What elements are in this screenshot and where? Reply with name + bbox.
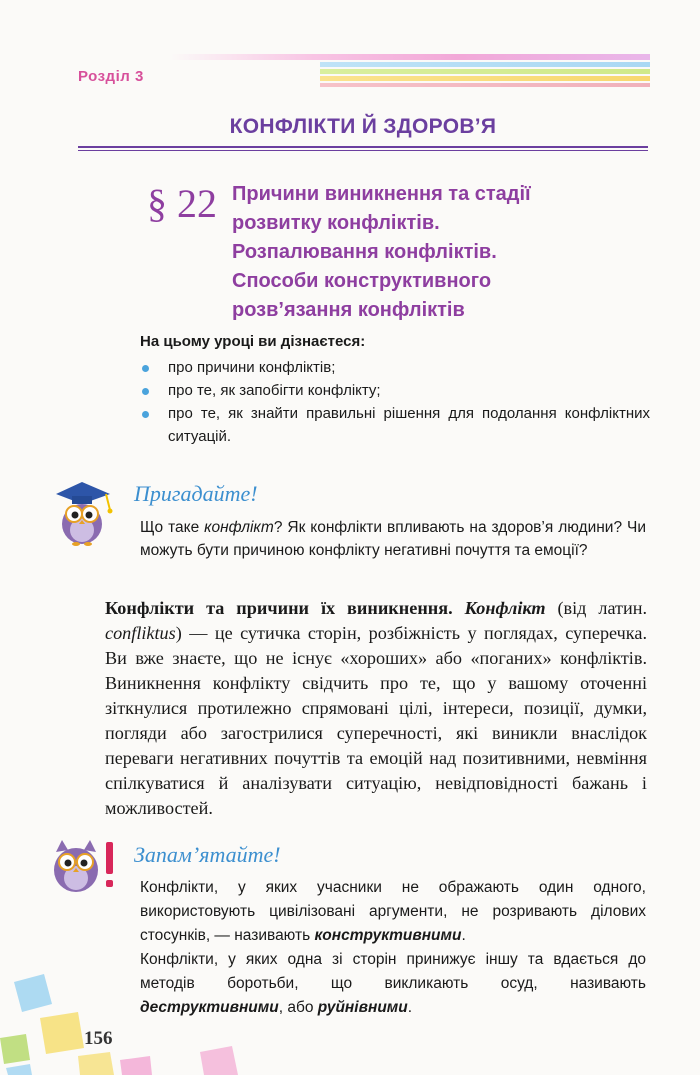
remember-heading: Пригадайте! [134,481,258,506]
remember-term: конфлікт [204,519,274,536]
remember-text-part: ? Як конфлікти впливають на здоров’я людини? Чи можуть бути причиною конфлікту негативні почуття та емоції? [140,519,646,559]
list-item-text: про те, як запобігти конфлікту; [168,382,381,399]
list-item [140,402,650,448]
header-decoration-band [320,83,650,87]
paragraph-title-line: Способи конструктивного [232,270,492,292]
header-decoration-band [320,62,650,67]
memo-text-part: , або [278,999,318,1016]
header-decoration-band [320,69,650,74]
memo-text-part: Конфлікти, у яких одна зі сторін принижує іншу та вдається до методів боротьби, що викликають осуд, називають [140,951,646,992]
chapter-title: КОНФЛІКТИ Й ЗДОРОВ’Я [229,115,497,138]
list-item-text: про причини конфліктів; [168,359,336,376]
paragraph-title-line: розвитку конфліктів. [232,212,440,234]
main-text-part: (від латин. [545,598,648,618]
memo-term: конструктивними [314,927,462,944]
title-rule [78,150,648,151]
owl-graduate-icon [52,478,122,548]
paragraph-title [232,180,632,325]
list-item [140,379,650,402]
memo-text-part: . [407,999,413,1016]
learn-list [140,356,650,448]
list-item-text: про те, як знайти правильні рішення для подолання конфліктних ситуацій. [168,405,650,445]
corner-decoration [0,960,260,1075]
memo-heading: Запам’ятайте! [134,842,281,867]
memo-term: деструктивними [140,999,279,1016]
paragraph-number: § 22 [147,181,217,226]
title-rule [78,146,648,148]
memo-text-part: Конфлікти, у яких учасники не ображають один одного, використовують цивілізовані аргументи, не розривають ділових стосунків, — називають [140,879,646,944]
main-text-part: ) — це сутичка сторін, розбіжність у поглядах, суперечка. Ви вже знаєте, що не існує «хороших» або «поганих» конфліктів. Виникнення конфлікту свідчить про те, що у вашому оточенні зіткнулися протилежно спрямовані цілі, інтереси, позиції, думки, погляди або загострилися суперечності, які виникли внаслідок переваги негативних почуттів та емоцій над позитивними, невміння спілкуватися й аналізувати ситуацію, невідповідності бажань і можливостей. [105,623,647,818]
paragraph-title-line: розв’язання конфліктів [232,299,465,321]
remember-text-part: Що таке [140,519,205,536]
paragraph-title-line: Розпалювання конфліктів. [232,241,497,263]
memo-paragraph [140,876,646,948]
memo-term: руйнівними [317,999,408,1016]
owl-exclamation-icon [48,836,118,896]
header-decoration-band [320,76,650,81]
main-term: Конфлікт [464,598,546,618]
memo-text-part: . [461,927,466,944]
list-item [140,356,650,379]
page-number: 156 [84,1028,113,1049]
paragraph-title-line: Причини виникнення та стадії [232,183,531,205]
section-label: Розділ 3 [78,68,144,85]
remember-text [140,516,646,562]
learn-heading: На цьому уроці ви дізнаєтеся: [140,333,366,350]
main-latin: confliktus [105,623,176,643]
header-decoration-band [170,54,650,60]
main-paragraph [105,596,647,821]
main-lead: Конфлікти та причини їх виникнення. [105,598,453,618]
